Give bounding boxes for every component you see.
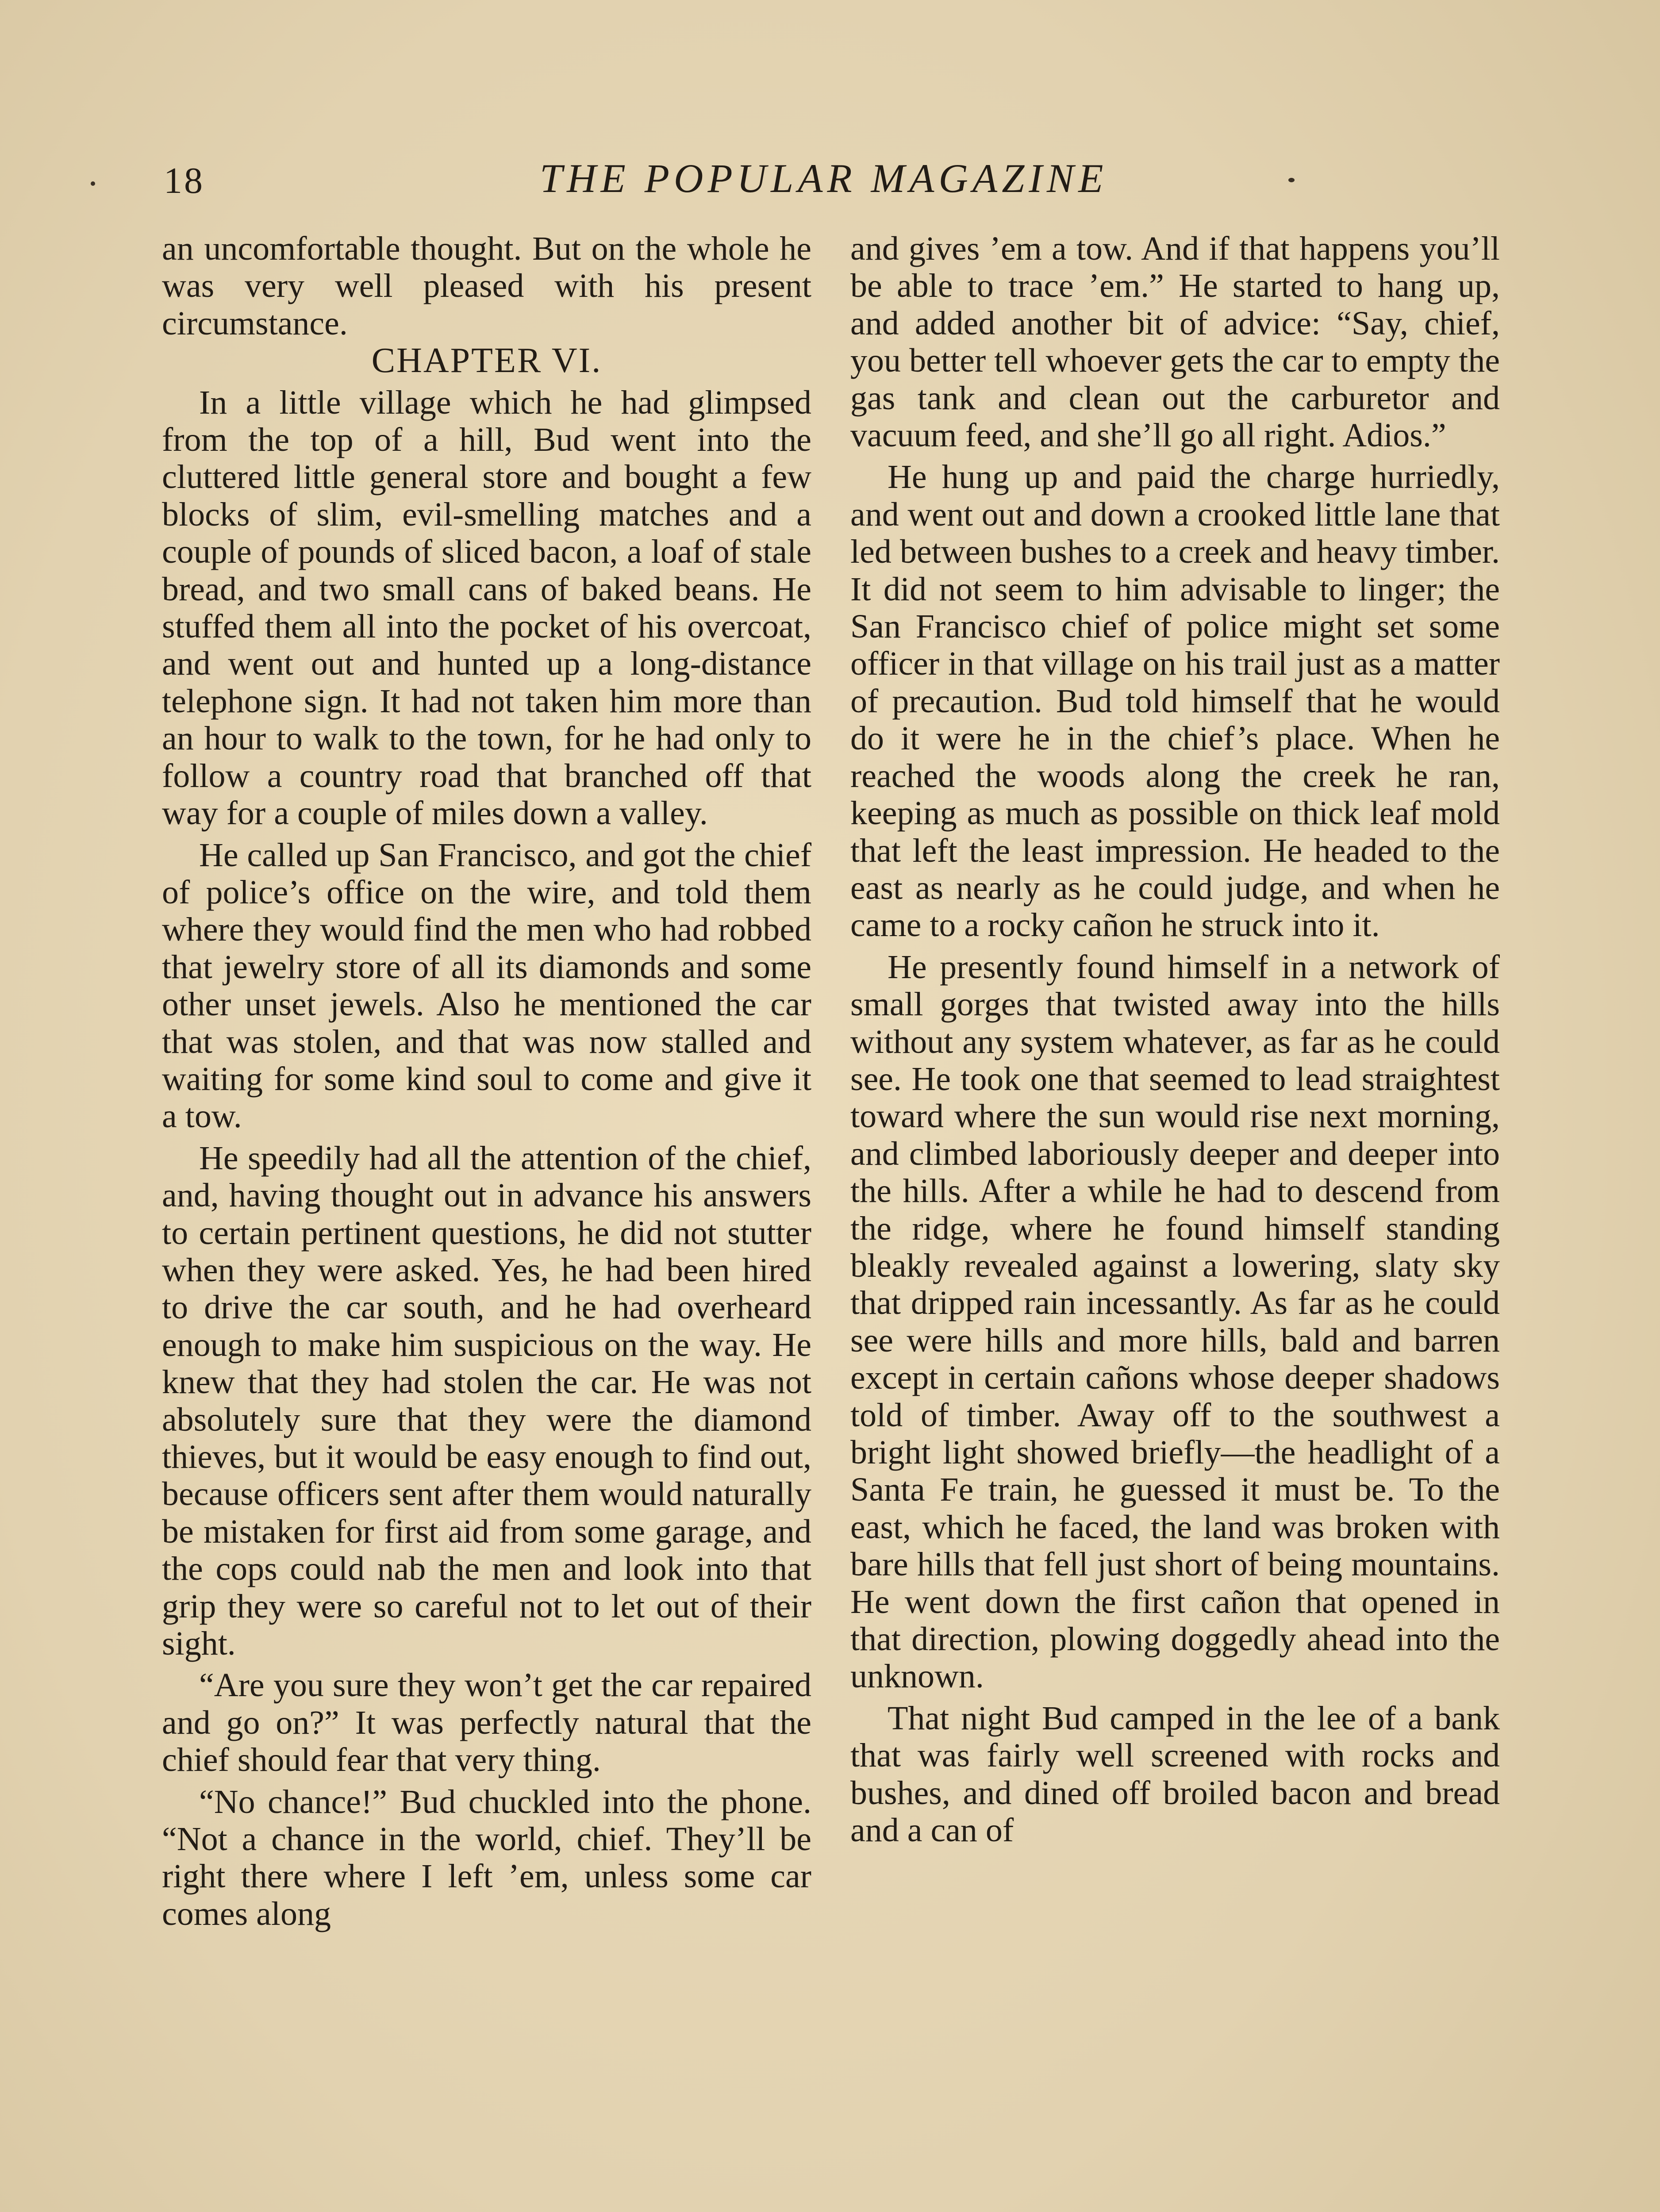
paragraph: He presently found himself in a network of small gorges that twisted away into the hills without any system whatever, as far as he could see. He took one that seemed to lead straightest toward where the sun would rise next morning, and climbed laboriously deeper and deeper into the hills. After a while he had to descend from the ridge, where he found himself standing bleakly revealed against a lowering, slaty sky that dripped rain incessantly. As far as he could see were hills and more hills, bald and barren except in certain cañons whose deeper shadows told of timber. Away off to the southwest a bright light showed briefly—the headlight of a Santa Fe train, he guessed it must be. To the east, which he faced, the land was broken with bare hills that fell just short of being mountains. He went down the first cañon that opened in that direction, plowing doggedly ahead into the unknown. bbox=[850, 948, 1500, 1695]
paragraph: He hung up and paid the charge hurriedly, and went out and down a crooked little lane that led between bushes to a creek and heavy timber. It did not seem to him advisable to linger; the San Francisco chief of police might set some officer in that village on his trail just as a matter of precaution. Bud told himself that he would do it were he in the chief’s place. When he reached the woods along the creek he ran, keeping as much as possible on thick leaf mold that left the least impression. He headed to the east as nearly as he could judge, and when he came to a rocky cañon he struck into it. bbox=[850, 458, 1500, 944]
page-number: 18 bbox=[164, 160, 204, 201]
paper-speck bbox=[91, 181, 95, 186]
chapter-heading: CHAPTER VI. bbox=[371, 341, 602, 380]
paragraph: He speedily had all the attention of the chief, and, having thought out in advance his answers to certain pertinent questions, he did not stutter when they were asked. Yes, he had been hired to drive the car south, and he had overheard enough to make him suspicious on the way. He knew that they had stolen the car. He was not absolutely sure that they were the diamond thieves, but it would be easy enough to find out, because officers sent after them would naturally be mistaken for first aid from some garage, and the cops could nab the men and look into that grip they were so careful not to let out of their sight. bbox=[162, 1139, 811, 1663]
paragraph: “No chance!” Bud chuckled into the phone. “Not a chance in the world, chief. They’ll be right there where I left ’em, unless some car comes along bbox=[162, 1783, 811, 1932]
paragraph: “Are you sure they won’t get the car repaired and go on?” It was perfectly natural that the chief should fear that very thing. bbox=[162, 1667, 811, 1779]
page-header bbox=[159, 150, 1509, 212]
running-head: THE POPULAR MAGAZINE bbox=[540, 156, 1108, 201]
right-column bbox=[850, 230, 1500, 1849]
paragraph: In a little village which he had glimpsed from the top of a hill, Bud went into the cluttered little general store and bought a few blocks of slim, evil-smelling matches and a couple of pounds of sliced bacon, a loaf of stale bread, and two small cans of baked beans. He stuffed them all into the pocket of his overcoat, and went out and hunted up a long-distance telephone sign. It had not taken him more than an hour to walk to the town, for he had only to follow a country road that branched off that way for a couple of miles down a valley. bbox=[162, 384, 811, 832]
paragraph: and gives ’em a tow. And if that happens you’ll be able to trace ’em.” He started to hang up, and added another bit of advice: “Say, chief, you better tell whoever gets the car to empty the gas tank and clean out the carburetor and vacuum feed, and she’ll go all right. Adios.” bbox=[850, 230, 1500, 454]
paragraph: He called up San Francisco, and got the chief of police’s office on the wire, and told them where they would find the men who had robbed that jewelry store of all its diamonds and some other unset jewels. Also he mentioned the car that was stolen, and that was now stalled and waiting for some kind soul to come and give it a tow. bbox=[162, 836, 811, 1135]
paper-speck bbox=[1288, 178, 1295, 182]
left-column bbox=[162, 230, 811, 1932]
paragraph: an uncomfortable thought. But on the whole he was very well pleased with his present circumstance. bbox=[162, 230, 811, 342]
paragraph: That night Bud camped in the lee of a bank that was fairly well screened with rocks and bushes, and dined off broiled bacon and bread and a can of bbox=[850, 1699, 1500, 1849]
